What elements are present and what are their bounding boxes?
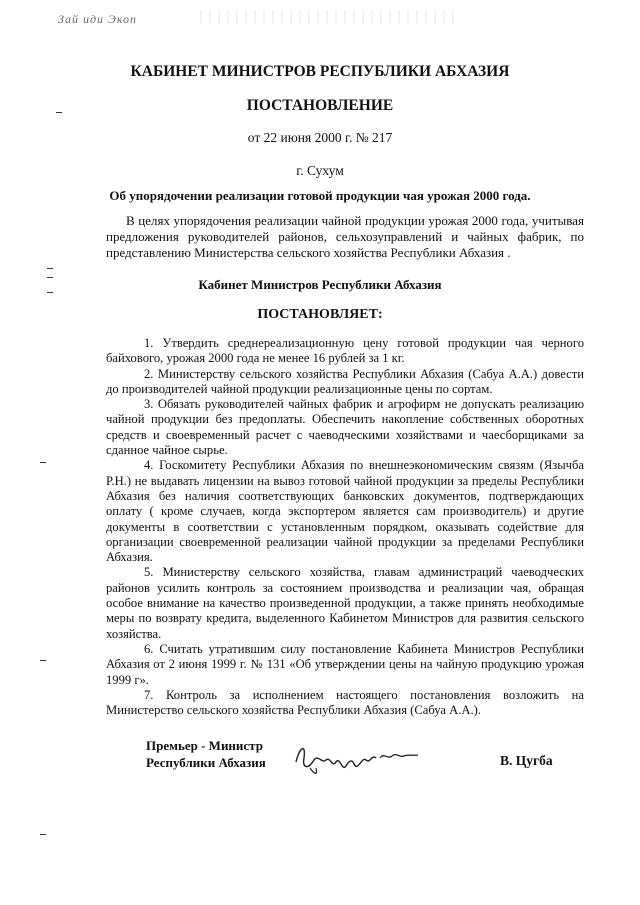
scan-noise xyxy=(200,10,460,24)
signer-name: В. Цугба xyxy=(500,753,553,768)
scan-margin-mark xyxy=(40,660,46,661)
document-subject: Об упорядочении реализации готовой продукции чая урожая 2000 года. xyxy=(109,188,531,203)
scan-margin-mark xyxy=(40,462,46,463)
resolution-item: 3. Обязать руководителей чайных фабрик и агрофирм не допускать реализацию чайной продукции без предоплаты. Обеспечить накопление собственных оборотных средств и своевременный расчет с чаеводческими хозяйствами и чаесборщиками за сданное чайное сырье. xyxy=(106,397,584,458)
cabinet-line: Кабинет Министров Республики Абхазия xyxy=(198,277,442,292)
scan-margin-mark xyxy=(47,268,53,269)
resolution-item: 6. Считать утратившим силу постановление Кабинета Министров Республики Абхазия от 2 июня 1999 г. № 131 «Об утверждении цены на чайную продукцию урожая 1999 г». xyxy=(106,641,584,687)
resolution-items xyxy=(106,336,584,718)
resolution-item: 1. Утвердить среднереализационную цену готовой продукции чая черного байхового, урожая 2000 года не менее 16 рублей за 1 кг. xyxy=(106,336,584,366)
scan-margin-mark xyxy=(40,834,46,835)
date-line: от 22 июня 2000 г. № 217 xyxy=(247,130,393,145)
resolution-item: 4. Госкомитету Республики Абхазия по внешнеэкономическим связям (Язычба Р.Н.) не выдавать лицензии на вывоз готовой чайной продукции за пределы Республики Абхазия без наличия соответствующих банковских документов, подтверждающих оплату ( кроме случаев, когда экспортером является сам производитель) и другие документы в соответствии с установленным порядком, оказывать содействие для организации своевременной реализации чайной продукции за пределами Республики Абхазия. xyxy=(106,458,584,565)
signatory-title-line-1: Премьер - Министр xyxy=(146,738,263,753)
handwritten-signature xyxy=(292,738,422,778)
scan-margin-mark xyxy=(56,112,62,113)
scan-margin-mark xyxy=(47,277,53,278)
document-type: ПОСТАНОВЛЕНИЕ xyxy=(246,97,394,114)
signatory-title xyxy=(146,737,266,771)
scan-margin-mark xyxy=(47,292,53,293)
resolution-item: 2. Министерству сельского хозяйства Республики Абхазия (Сабуа А.А.) довести до производителей чайной продукции реализационные цены по сортам. xyxy=(106,366,584,396)
handwritten-note: Зай иди Экоп xyxy=(58,12,138,26)
resolves-heading: ПОСТАНОВЛЯЕТ: xyxy=(257,307,383,322)
signatory-title-line-2: Республики Абхазия xyxy=(146,755,266,770)
city-line: г. Сухум xyxy=(296,163,344,178)
organization-title: КАБИНЕТ МИНИСТРОВ РЕСПУБЛИКИ АБХАЗИЯ xyxy=(130,63,510,80)
resolution-item: 7. Контроль за исполнением настоящего постановления возложить на Министерство сельского хозяйства Республики Абхазия (Сабуа А.А.). xyxy=(106,687,584,718)
intro-paragraph: В целях упорядочения реализации чайной продукции урожая 2000 года, учитывая предложения руководителей районов, сельхозуправлений и чайных фабрик, по представлению Министерства сельского хозяйства Республики Абхазия . xyxy=(106,213,584,260)
resolution-item: 5. Министерству сельского хозяйства, главам администраций чаеводческих районов усилить контроль за состоянием производства и реализации чая, обращая особое внимание на качество произведенной продукции, а также принять необходимые меры по возврату кредита, выделенного Кабинетом Министров для развития сельского хозяйства. xyxy=(106,565,584,641)
